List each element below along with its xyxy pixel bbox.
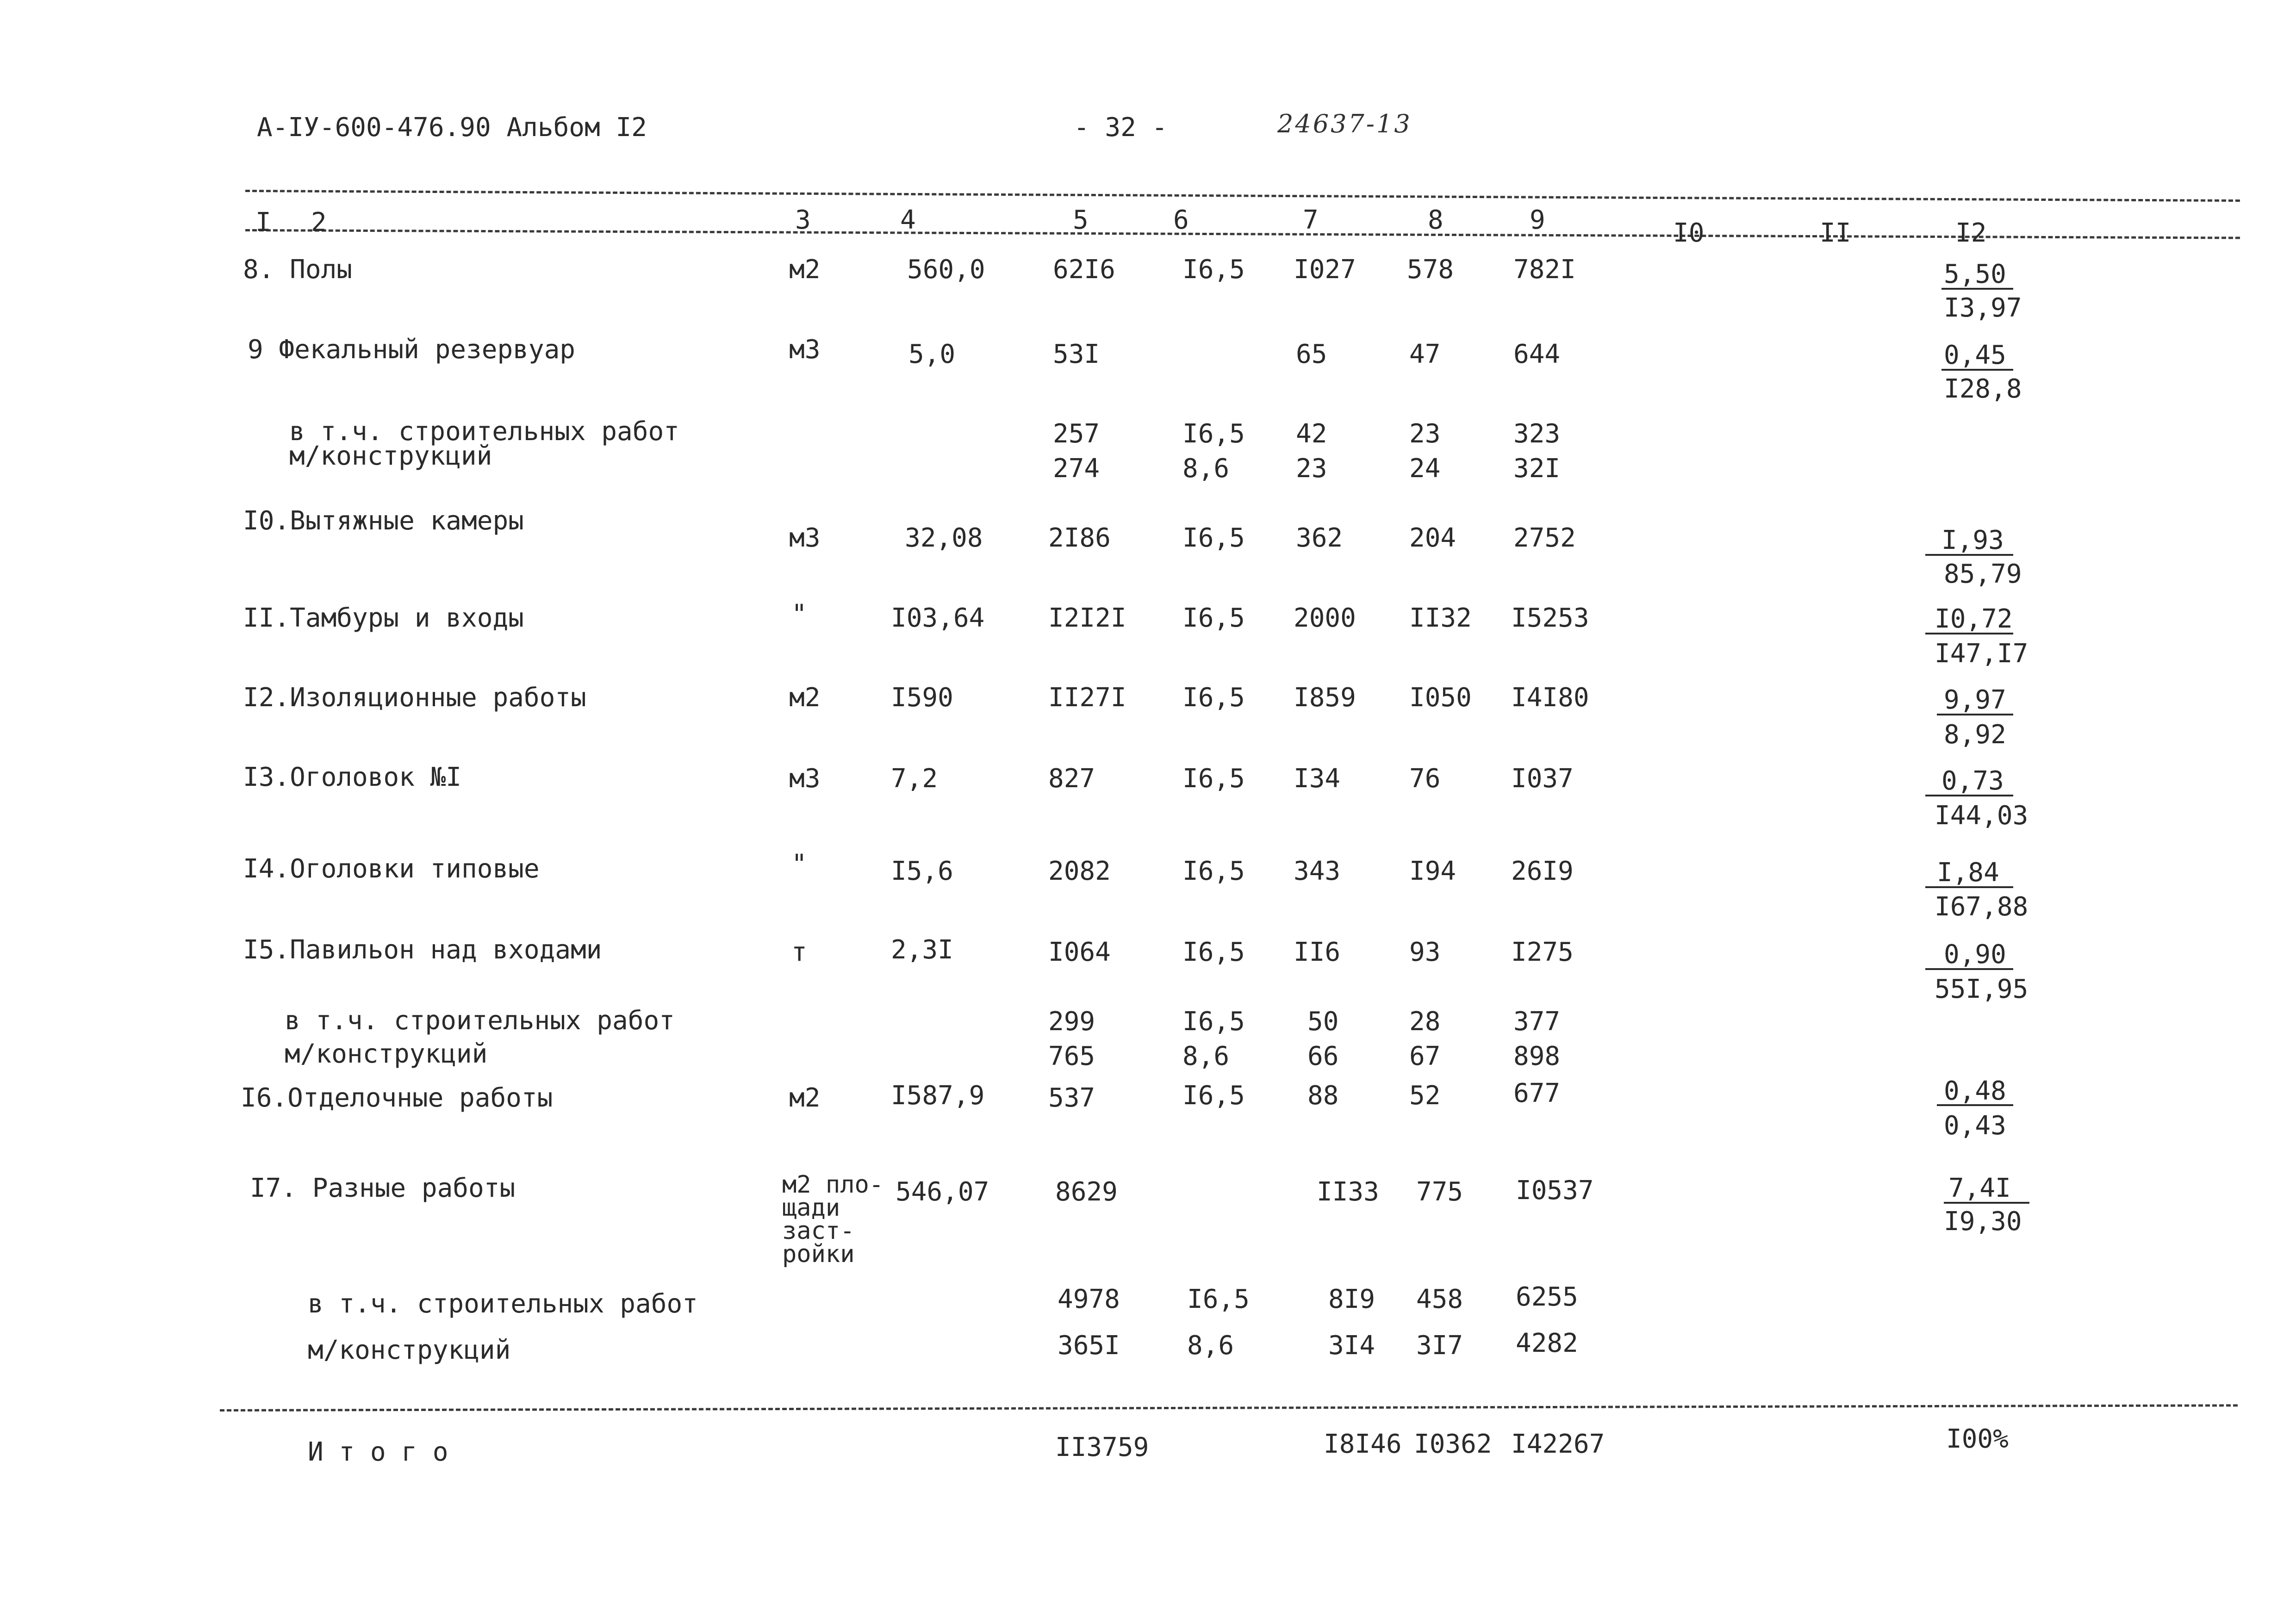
row-col6: 8,6 (1182, 454, 1230, 484)
row-col5: 274 (1053, 454, 1100, 484)
total-col7: I8I46 (1324, 1429, 1402, 1459)
row-col7: 3I4 (1328, 1331, 1375, 1361)
row-qty: I5,6 (891, 856, 953, 886)
row-col9: 2752 (1513, 523, 1576, 553)
row-col7: I859 (1294, 683, 1356, 713)
row-col12-top: 0,73 (1941, 766, 2004, 796)
row-col7: II6 (1294, 937, 1341, 967)
row-col12-top: 0,48 (1944, 1076, 2006, 1106)
row-col5: 2082 (1048, 856, 1111, 886)
row-col6: I6,5 (1182, 255, 1245, 285)
row-col5: 2I86 (1048, 523, 1111, 553)
row-col12-bottom: I67,88 (1935, 892, 2028, 922)
row-col7: 65 (1296, 339, 1327, 369)
row-col7: 8I9 (1328, 1284, 1375, 1314)
row-unit: " (791, 849, 807, 879)
row-col6: 8,6 (1187, 1331, 1234, 1361)
row-name: м/конструкций (289, 441, 492, 471)
row-col7: 362 (1296, 523, 1343, 553)
row-col7: 42 (1296, 419, 1327, 449)
row-unit: м3 (789, 335, 821, 365)
row-col5: 299 (1048, 1007, 1095, 1037)
row-name: м/конструкций (285, 1039, 488, 1069)
row-col5: II27I (1048, 683, 1126, 713)
row-col12-top: I0,72 (1935, 604, 2013, 634)
row-col8: 47 (1409, 339, 1441, 369)
row-qty: 7,2 (891, 764, 938, 794)
row-col8: II32 (1409, 603, 1472, 633)
row-unit: м3 (789, 764, 821, 794)
row-col9: I4I80 (1511, 683, 1589, 713)
row-col8: 458 (1416, 1284, 1463, 1314)
row-col6: I6,5 (1182, 419, 1245, 449)
total-label: И т о г о (308, 1437, 448, 1467)
row-col5: I064 (1048, 937, 1111, 967)
row-col8: 578 (1407, 255, 1454, 285)
fraction-line (1941, 369, 2013, 371)
row-qty: I590 (891, 683, 953, 713)
total-col9: I42267 (1511, 1429, 1605, 1459)
row-qty: 32,08 (905, 523, 983, 553)
row-col6: I6,5 (1182, 856, 1245, 886)
row-col7: 2000 (1294, 603, 1356, 633)
row-col6: I6,5 (1182, 523, 1245, 553)
row-name: I7. Разные работы (250, 1173, 516, 1203)
row-col5: 62I6 (1053, 255, 1115, 285)
fraction-line (1937, 1104, 2013, 1106)
row-col6: I6,5 (1182, 764, 1245, 794)
fraction-line (1925, 795, 2013, 796)
row-col9: 4282 (1516, 1328, 1578, 1358)
row-col9: 26I9 (1511, 856, 1574, 886)
col-12-number: I2 (1955, 218, 1987, 248)
row-col8: 67 (1409, 1041, 1441, 1071)
row-name: I2.Изоляционные работы (243, 683, 586, 713)
row-qty: 2,3I (891, 935, 953, 965)
row-col6: I6,5 (1182, 1007, 1245, 1037)
col-2-number: 2 (311, 207, 327, 237)
row-name: 9 Фекальный резервуар (248, 335, 576, 365)
row-col8: 775 (1416, 1177, 1463, 1207)
row-col9: 6255 (1516, 1282, 1578, 1312)
row-col12-bottom: 8,92 (1944, 720, 2006, 750)
row-name: в т.ч. строительных работ (308, 1289, 698, 1319)
row-col5: 257 (1053, 419, 1100, 449)
row-unit: м2 (789, 1083, 821, 1113)
document-code: А-IУ-600-476.90 Альбом I2 (257, 112, 647, 143)
row-qty: 546,07 (896, 1177, 989, 1207)
row-col7: 66 (1307, 1041, 1339, 1071)
row-col5: 4978 (1058, 1284, 1120, 1314)
row-col5: 365I (1058, 1331, 1120, 1361)
row-col8: 204 (1409, 523, 1456, 553)
row-col8: 76 (1409, 764, 1441, 794)
row-col9: 377 (1513, 1007, 1561, 1037)
row-col12-top: I,84 (1937, 858, 1999, 888)
handwritten-reference: 24637-13 (1277, 109, 1412, 138)
total-col12: I00% (1946, 1424, 2009, 1454)
fraction-line (1941, 288, 2013, 290)
row-col9: 323 (1513, 419, 1561, 449)
row-qty: 560,0 (907, 255, 985, 285)
row-col6: I6,5 (1182, 1081, 1245, 1111)
row-col12-bottom: I28,8 (1944, 374, 2022, 404)
header-rule-top (245, 190, 2240, 202)
row-col5: 765 (1048, 1041, 1095, 1071)
fraction-line (1925, 633, 2013, 634)
col-6-number: 6 (1173, 205, 1189, 235)
row-unit: м2 (789, 683, 821, 713)
row-col9: I275 (1511, 937, 1574, 967)
row-col5: 8629 (1055, 1177, 1118, 1207)
footer-rule (220, 1404, 2238, 1412)
fraction-line (1937, 714, 2013, 715)
row-col9: I0537 (1516, 1175, 1594, 1206)
row-col9: 32I (1513, 454, 1561, 484)
row-col9: 677 (1513, 1078, 1561, 1108)
row-unit: т (791, 937, 807, 967)
row-name: м/конструкций (308, 1335, 511, 1365)
row-col6: I6,5 (1182, 683, 1245, 713)
row-col8: 93 (1409, 937, 1441, 967)
row-col9: 782I (1513, 255, 1576, 285)
row-name: в т.ч. строительных работ (285, 1006, 675, 1036)
row-name: 8. Полы (243, 255, 353, 285)
col-1-number: I (255, 207, 271, 237)
row-col12-top: 9,97 (1944, 685, 2006, 715)
fraction-line (1925, 968, 2013, 970)
row-qty: I587,9 (891, 1081, 985, 1111)
row-col6: I6,5 (1187, 1284, 1250, 1314)
row-col7: II33 (1317, 1177, 1379, 1207)
row-unit: " (791, 599, 807, 629)
row-qty: 5,0 (908, 339, 956, 369)
row-col7: 23 (1296, 454, 1327, 484)
total-col8: I0362 (1414, 1429, 1492, 1459)
row-col12-bottom: 0,43 (1944, 1111, 2006, 1141)
row-qty: I03,64 (891, 603, 985, 633)
row-col12-bottom: 55I,95 (1935, 974, 2028, 1004)
row-col5: I2I2I (1048, 603, 1126, 633)
row-col7: 88 (1307, 1081, 1339, 1111)
row-col6: 8,6 (1182, 1041, 1230, 1071)
row-unit: м2 (789, 255, 821, 285)
row-col12-top: 7,4I (1948, 1173, 2011, 1203)
row-col12-bottom: I9,30 (1944, 1206, 2022, 1237)
col-3-number: 3 (795, 205, 811, 235)
fraction-line (1925, 886, 2013, 888)
row-col8: 52 (1409, 1081, 1441, 1111)
row-col12-top: 0,45 (1944, 340, 2006, 370)
row-col7: I027 (1294, 255, 1356, 285)
row-name: I3.Оголовок №I (243, 762, 462, 792)
col-9-number: 9 (1530, 205, 1545, 235)
row-col9: I5253 (1511, 603, 1589, 633)
row-col12-bottom: I47,I7 (1935, 639, 2028, 669)
fraction-line (1944, 1202, 2029, 1204)
row-unit: м2 пло- щади заст- ройки (782, 1171, 884, 1268)
row-name: в т.ч. строительных работ (289, 417, 679, 447)
row-col5: 53I (1053, 339, 1100, 369)
row-col8: 28 (1409, 1007, 1441, 1037)
col-8-number: 8 (1428, 205, 1444, 235)
row-col9: I037 (1511, 764, 1574, 794)
row-col9: 644 (1513, 339, 1561, 369)
row-name: II.Тамбуры и входы (243, 603, 524, 633)
row-name: I6.Отделочные работы (241, 1083, 553, 1113)
row-unit: м3 (789, 523, 821, 553)
col-10-number: I0 (1673, 218, 1705, 248)
col-4-number: 4 (900, 205, 916, 235)
total-col5: II3759 (1055, 1432, 1149, 1462)
row-col12-top: 5,50 (1944, 259, 2006, 289)
row-col6: I6,5 (1182, 603, 1245, 633)
row-name: I0.Вытяжные камеры (243, 506, 524, 536)
row-col7: 50 (1307, 1007, 1339, 1037)
row-col8: 24 (1409, 454, 1441, 484)
row-col12-top: 0,90 (1944, 939, 2006, 970)
row-col5: 537 (1048, 1083, 1095, 1113)
row-col12-top: I,93 (1941, 525, 2004, 555)
row-col9: 898 (1513, 1041, 1561, 1071)
col-11-number: II (1820, 218, 1851, 248)
row-col12-bottom: I3,97 (1944, 293, 2022, 323)
row-col7: 343 (1294, 856, 1341, 886)
fraction-line (1925, 554, 2013, 556)
row-col8: 23 (1409, 419, 1441, 449)
header-rule-bottom (245, 229, 2240, 239)
row-col8: 3I7 (1416, 1331, 1463, 1361)
row-col12-bottom: I44,03 (1935, 801, 2028, 831)
row-col12-bottom: 85,79 (1944, 559, 2022, 589)
col-7-number: 7 (1303, 205, 1319, 235)
row-col5: 827 (1048, 764, 1095, 794)
row-col8: I94 (1409, 856, 1456, 886)
row-name: I5.Павильон над входами (243, 935, 602, 965)
row-name: I4.Оголовки типовые (243, 854, 540, 884)
row-col7: I34 (1294, 764, 1341, 794)
row-col8: I050 (1409, 683, 1472, 713)
col-5-number: 5 (1073, 205, 1089, 235)
row-col6: I6,5 (1182, 937, 1245, 967)
page-number: - 32 - (1074, 112, 1168, 143)
